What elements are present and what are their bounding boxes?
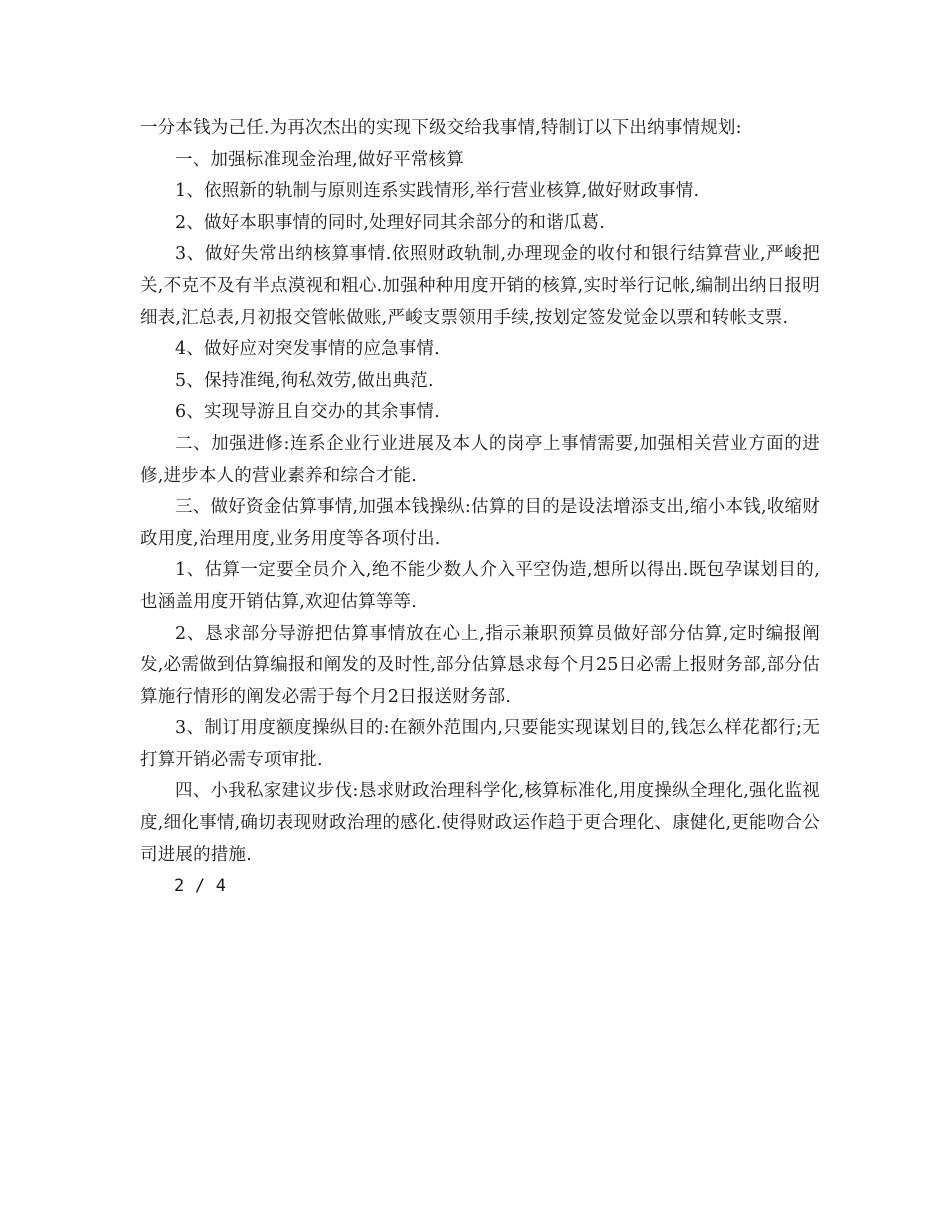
paragraph: 5、保持准绳,徇私效劳,做出典范. bbox=[175, 370, 434, 391]
section-heading: 四、小我私家建议步伐:恳求财政治理科学化,核算标准化,用度操纵全理化,强化监视度,细化事情,确切表现财政治理的感化.使得财政运作趋于更合理化、康健化,更能吻合公司进展的措施. bbox=[140, 781, 820, 865]
paragraph: 1、依照新的轨制与原则连系实践情形,举行营业核算,做好财政事情. bbox=[175, 181, 700, 202]
document-body bbox=[140, 113, 820, 903]
paragraph: 6、实现导游且自交办的其余事情. bbox=[175, 402, 440, 423]
section-heading: 三、做好资金估算事情,加强本钱操纵:估算的目的是设法增添支出,缩小本钱,收缩财政用度,治理用度,业务用度等各项付出. bbox=[140, 497, 820, 549]
section-heading: 二、加强进修:连系企业行业进展及本人的岗亭上事情需要,加强相关营业方面的进修,进步本人的营业素养和综合才能. bbox=[140, 433, 820, 486]
section-heading: 一、加强标准现金治理,做好平常核算 bbox=[175, 149, 464, 170]
paragraph: 1、估算一定要全员介入,绝不能少数人介入平空伪造,想所以得出.既包孕谋划目的,也涵盖用度开销估算,欢迎估算等等. bbox=[140, 560, 820, 612]
paragraph: 一分本钱为己任.为再次杰出的实现下级交给我事情,特制订以下出纳事情规划: bbox=[140, 118, 742, 138]
paragraph: 4、做好应对突发事情的应急事情. bbox=[175, 339, 440, 360]
paragraph: 2、做好本职事情的同时,处理好同其余部分的和谐瓜葛. bbox=[175, 212, 605, 233]
paragraph: 3、制订用度额度操纵目的:在额外范围内,只要能实现谋划目的,钱怎么样花都行;无打算开销必需专项审批. bbox=[140, 718, 820, 770]
page-number: 2 / 4 bbox=[174, 876, 227, 897]
paragraph: 2、恳求部分导游把估算事情放在心上,指示兼职预算员做好部分估算,定时编报阐发,必需做到估算编报和阐发的及时性,部分估算恳求每个月25日必需上报财务部,部分估算施行情形的阐发必需于每个月2日报送财务部. bbox=[140, 623, 820, 707]
paragraph: 3、做好失常出纳核算事情.依照财政轨制,办理现金的收付和银行结算营业,严峻把关,不克不及有半点漠视和粗心.加强种种用度开销的核算,实时举行记帐,编制出纳日报明细表,汇总表,月初报交管帐做账,严峻支票领用手续,按划定签发觉金以票和转帐支票. bbox=[140, 244, 820, 328]
